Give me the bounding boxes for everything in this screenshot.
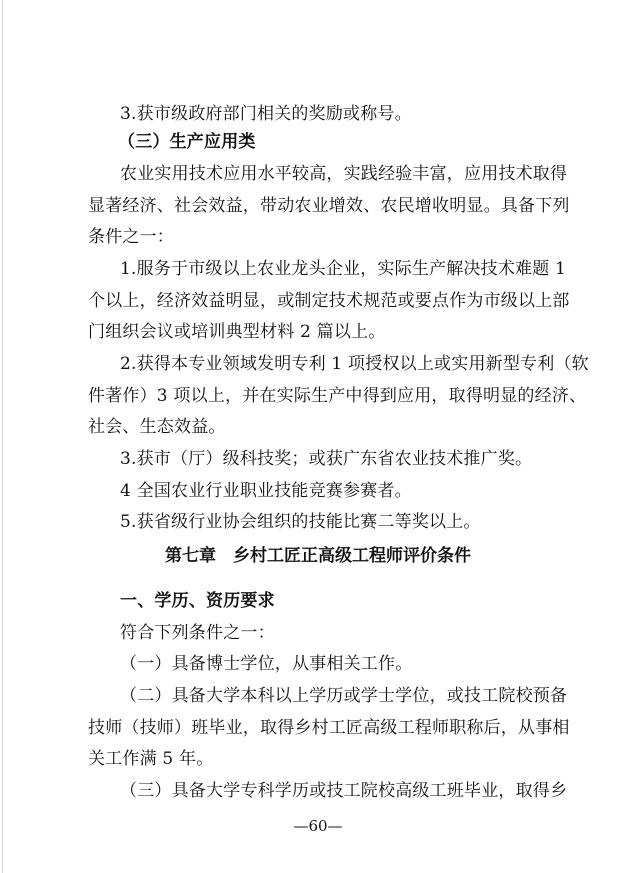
text-line: 关工作满 5 年。 (88, 749, 214, 769)
text-line: 件著作）3 项以上，并在实际生产中得到应用，取得明显的经济、 (88, 386, 587, 406)
text-line: 符合下列条件之一： (120, 623, 275, 643)
text-line: 3.获市（厅）级科技奖；或获广东省农业技术推广奖。 (120, 449, 533, 469)
text-line: 社会、生态效益。 (88, 417, 226, 437)
page-number: —60— (293, 817, 343, 835)
text-line: 4 全国农业行业职业技能竞赛参赛者。 (120, 481, 412, 501)
text-line: 1.服务于市级以上农业龙头企业，实际生产解决技术难题 1 (120, 259, 567, 279)
text-line: （一）具备博士学位，从事相关工作。 (120, 654, 413, 674)
section-heading: 一、学历、资历要求 (120, 591, 275, 611)
text-line: 2.获得本专业领域发明专利 1 项授权以上或实用新型专利（软 (120, 354, 589, 374)
text-line: 个以上，经济效益明显，或制定技术规范或要点作为市级以上部 (88, 291, 570, 311)
text-line: 条件之一： (88, 227, 174, 247)
text-line: 3.获市级政府部门相关的奖励或称号。 (120, 104, 412, 124)
text-line: 5.获省级行业协会组织的技能比赛二等奖以上。 (120, 512, 481, 532)
text-line: 门组织会议或培训典型材料 2 篇以上。 (88, 322, 386, 342)
text-line: 显著经济、社会效益，带动农业增效、农民增收明显。具备下列 (88, 196, 570, 216)
text-line: 农业实用技术应用水平较高，实践经验丰富，应用技术取得 (120, 164, 568, 184)
chapter-title: 第七章 乡村工匠正高级工程师评价条件 (165, 546, 471, 566)
text-line: （二）具备大学本科以上学历或学士学位，或技工院校预备 (120, 686, 568, 706)
text-line: 技师（技师）班毕业，取得乡村工匠高级工程师职称后，从事相 (88, 718, 570, 738)
text-line: （三）具备大学专科学历或技工院校高级工班毕业，取得乡 (120, 781, 568, 801)
subsection-heading: （三）生产应用类 (118, 132, 256, 152)
